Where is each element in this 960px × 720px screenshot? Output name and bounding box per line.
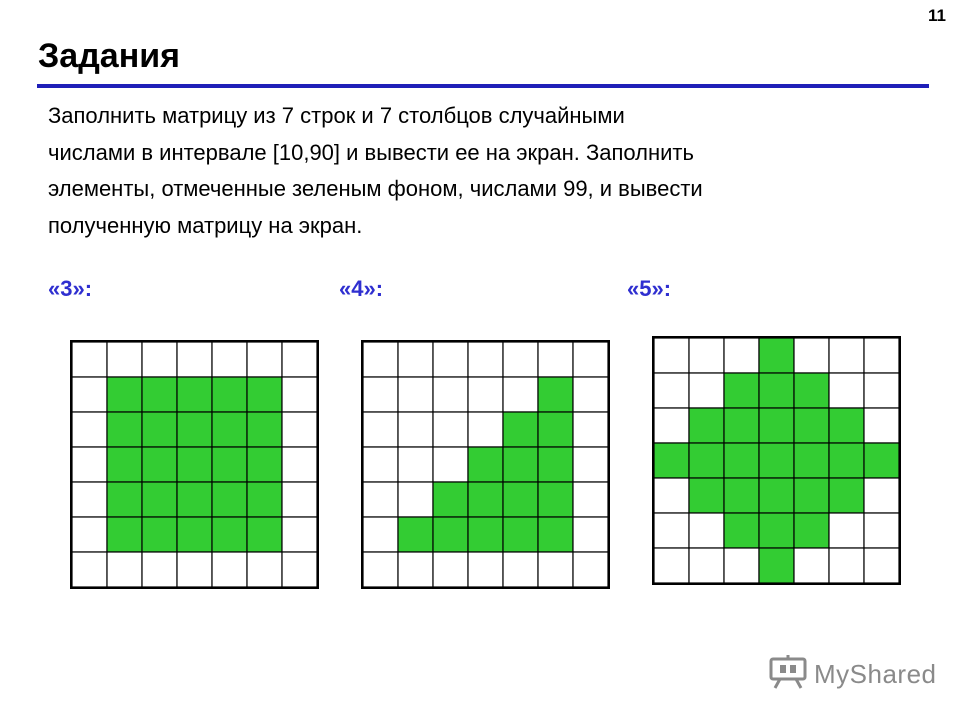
matrix-cell bbox=[282, 482, 317, 517]
matrix-cell bbox=[433, 447, 468, 482]
matrix-cell-filled bbox=[142, 482, 177, 517]
matrix-cell bbox=[864, 513, 899, 548]
matrix-cell bbox=[363, 552, 398, 587]
matrix-grid bbox=[654, 338, 899, 583]
matrix-cell-filled bbox=[142, 447, 177, 482]
matrix-cell bbox=[654, 513, 689, 548]
watermark bbox=[768, 656, 937, 692]
matrix-cell bbox=[247, 552, 282, 587]
matrix-cell bbox=[573, 447, 608, 482]
matrix-cell-filled bbox=[794, 408, 829, 443]
matrix-cell bbox=[282, 412, 317, 447]
projector-board-icon bbox=[768, 655, 808, 694]
matrix-cell bbox=[363, 412, 398, 447]
matrix-cell bbox=[433, 412, 468, 447]
matrix-cell-filled bbox=[247, 377, 282, 412]
matrix-cell-filled bbox=[759, 443, 794, 478]
matrix-cell bbox=[468, 552, 503, 587]
matrix-cell-filled bbox=[538, 377, 573, 412]
matrix-cell bbox=[794, 548, 829, 583]
matrix-cell-filled bbox=[689, 443, 724, 478]
matrix-cell-filled bbox=[247, 412, 282, 447]
matrix-cell bbox=[363, 377, 398, 412]
matrix-cell bbox=[282, 342, 317, 377]
matrix-cell bbox=[282, 552, 317, 587]
title-divider bbox=[37, 84, 929, 88]
matrix-cell-filled bbox=[538, 482, 573, 517]
page-number: 11 bbox=[928, 6, 946, 25]
matrix-cell-filled bbox=[759, 373, 794, 408]
matrix-cell bbox=[654, 548, 689, 583]
matrix-cell bbox=[398, 342, 433, 377]
matrix-cell bbox=[398, 482, 433, 517]
matrix-cell bbox=[654, 373, 689, 408]
matrix-cell bbox=[573, 552, 608, 587]
matrix-cell bbox=[72, 377, 107, 412]
matrix-cell bbox=[573, 342, 608, 377]
matrix-cell-filled bbox=[142, 517, 177, 552]
matrix-cell-filled bbox=[177, 517, 212, 552]
matrix-cell-filled bbox=[107, 447, 142, 482]
matrix-cell-filled bbox=[759, 338, 794, 373]
matrix-cell bbox=[363, 482, 398, 517]
matrix-cell bbox=[177, 342, 212, 377]
matrix-cell bbox=[864, 548, 899, 583]
matrix-cell bbox=[142, 552, 177, 587]
matrix-cell bbox=[654, 478, 689, 513]
task-description bbox=[48, 98, 928, 244]
matrix-cell-filled bbox=[538, 412, 573, 447]
watermark-text: MyShared bbox=[814, 658, 937, 689]
matrix-cell bbox=[72, 447, 107, 482]
matrix-cell bbox=[829, 373, 864, 408]
matrix-cell bbox=[282, 517, 317, 552]
matrix-cell bbox=[72, 342, 107, 377]
matrix-cell bbox=[212, 552, 247, 587]
matrix-cell bbox=[72, 482, 107, 517]
matrix-cell bbox=[468, 377, 503, 412]
matrix-cell bbox=[864, 478, 899, 513]
matrix-cell-filled bbox=[468, 517, 503, 552]
matrix-cell-filled bbox=[433, 482, 468, 517]
grade-label-3: «3»: bbox=[48, 276, 93, 301]
matrix-cell bbox=[72, 552, 107, 587]
matrix-cell-filled bbox=[177, 412, 212, 447]
matrix-cell bbox=[573, 517, 608, 552]
matrix-cell bbox=[829, 513, 864, 548]
matrix-cell-filled bbox=[654, 443, 689, 478]
matrix-cell-filled bbox=[212, 412, 247, 447]
matrix-cell-filled bbox=[724, 443, 759, 478]
matrix-cell-filled bbox=[107, 517, 142, 552]
matrix-cell-filled bbox=[538, 447, 573, 482]
matrix-cell bbox=[398, 377, 433, 412]
matrix-cell bbox=[724, 338, 759, 373]
matrix-cell bbox=[829, 548, 864, 583]
matrix-cell-filled bbox=[247, 517, 282, 552]
matrix-cell-filled bbox=[212, 377, 247, 412]
matrix-cell-filled bbox=[107, 377, 142, 412]
matrix-cell-filled bbox=[724, 373, 759, 408]
matrix-cell bbox=[433, 342, 468, 377]
matrix-cell bbox=[398, 552, 433, 587]
matrix-cell bbox=[247, 342, 282, 377]
matrix-cell bbox=[107, 342, 142, 377]
matrix-cell-filled bbox=[247, 447, 282, 482]
matrix-cell-filled bbox=[212, 517, 247, 552]
matrix-cell bbox=[689, 373, 724, 408]
matrix-cell bbox=[689, 338, 724, 373]
matrix-cell-filled bbox=[829, 443, 864, 478]
matrix-cell-filled bbox=[759, 478, 794, 513]
matrix-cell-filled bbox=[398, 517, 433, 552]
matrix-cell bbox=[654, 408, 689, 443]
task-line: элементы, отмеченные зеленым фоном, числами 99, и вывести bbox=[48, 176, 703, 201]
matrix-cell bbox=[794, 338, 829, 373]
matrix-cell bbox=[363, 342, 398, 377]
matrix-cell bbox=[142, 342, 177, 377]
matrix-cell bbox=[654, 338, 689, 373]
matrix-cell bbox=[468, 342, 503, 377]
matrix-cell-filled bbox=[724, 478, 759, 513]
matrix-cell bbox=[573, 377, 608, 412]
matrix-cell bbox=[503, 552, 538, 587]
matrix-cell-filled bbox=[212, 482, 247, 517]
grade-label-5: «5»: bbox=[627, 276, 672, 301]
matrix-cell bbox=[363, 447, 398, 482]
matrix-cell bbox=[689, 548, 724, 583]
task-line: полученную матрицу на экран. bbox=[48, 212, 363, 238]
matrix-cell bbox=[538, 342, 573, 377]
matrix-cell bbox=[864, 338, 899, 373]
matrix-cell-filled bbox=[759, 548, 794, 583]
matrix-cell-filled bbox=[107, 412, 142, 447]
matrix-cell-filled bbox=[724, 408, 759, 443]
matrix-cell-filled bbox=[107, 482, 142, 517]
matrix-cell-filled bbox=[759, 408, 794, 443]
page-title: Задания bbox=[38, 37, 180, 75]
matrix-cell-filled bbox=[503, 412, 538, 447]
matrix-cell bbox=[573, 482, 608, 517]
matrix-cell-filled bbox=[212, 447, 247, 482]
matrix-cell bbox=[573, 412, 608, 447]
matrix-cell bbox=[398, 447, 433, 482]
task-line: Заполнить матрицу из 7 строк и 7 столбцов случайными bbox=[48, 103, 625, 128]
matrix-grade-3 bbox=[70, 340, 319, 589]
matrix-cell bbox=[503, 342, 538, 377]
matrix-cell bbox=[177, 552, 212, 587]
matrix-cell-filled bbox=[468, 482, 503, 517]
matrix-cell bbox=[724, 548, 759, 583]
matrix-cell bbox=[107, 552, 142, 587]
grade-label-4: «4»: bbox=[339, 276, 384, 301]
matrix-cell-filled bbox=[247, 482, 282, 517]
matrix-cell-filled bbox=[503, 482, 538, 517]
matrix-cell bbox=[72, 412, 107, 447]
matrix-cell bbox=[538, 552, 573, 587]
matrix-cell-filled bbox=[724, 513, 759, 548]
matrix-cell-filled bbox=[759, 513, 794, 548]
matrix-cell-filled bbox=[177, 482, 212, 517]
matrix-grade-5 bbox=[652, 336, 901, 585]
matrix-grade-4 bbox=[361, 340, 610, 589]
task-line: числами в интервале [10,90] и вывести ее на экран. Заполнить bbox=[48, 139, 694, 165]
matrix-grid bbox=[72, 342, 317, 587]
matrix-cell-filled bbox=[433, 517, 468, 552]
matrix-cell bbox=[433, 552, 468, 587]
matrix-cell-filled bbox=[794, 513, 829, 548]
matrix-cell-filled bbox=[142, 377, 177, 412]
matrix-cell-filled bbox=[829, 478, 864, 513]
matrix-grid bbox=[363, 342, 608, 587]
matrix-cell bbox=[468, 412, 503, 447]
matrix-cell-filled bbox=[142, 412, 177, 447]
matrix-cell-filled bbox=[794, 443, 829, 478]
matrix-cell-filled bbox=[468, 447, 503, 482]
matrix-cell bbox=[433, 377, 468, 412]
matrix-cell-filled bbox=[829, 408, 864, 443]
matrix-cell-filled bbox=[503, 517, 538, 552]
matrix-cell bbox=[363, 517, 398, 552]
matrix-cell-filled bbox=[864, 443, 899, 478]
matrix-cell bbox=[829, 338, 864, 373]
matrix-cell bbox=[689, 513, 724, 548]
matrix-cell bbox=[212, 342, 247, 377]
matrix-cell-filled bbox=[177, 377, 212, 412]
matrix-cell bbox=[503, 377, 538, 412]
matrix-cell-filled bbox=[538, 517, 573, 552]
matrix-cell-filled bbox=[503, 447, 538, 482]
matrix-cell bbox=[282, 447, 317, 482]
matrix-cell-filled bbox=[689, 478, 724, 513]
matrix-cell-filled bbox=[794, 478, 829, 513]
matrix-cell bbox=[72, 517, 107, 552]
matrix-cell bbox=[398, 412, 433, 447]
matrix-cell bbox=[864, 408, 899, 443]
matrix-cell bbox=[864, 373, 899, 408]
matrix-cell-filled bbox=[177, 447, 212, 482]
matrix-cell-filled bbox=[689, 408, 724, 443]
matrix-cell-filled bbox=[794, 373, 829, 408]
matrix-cell bbox=[282, 377, 317, 412]
